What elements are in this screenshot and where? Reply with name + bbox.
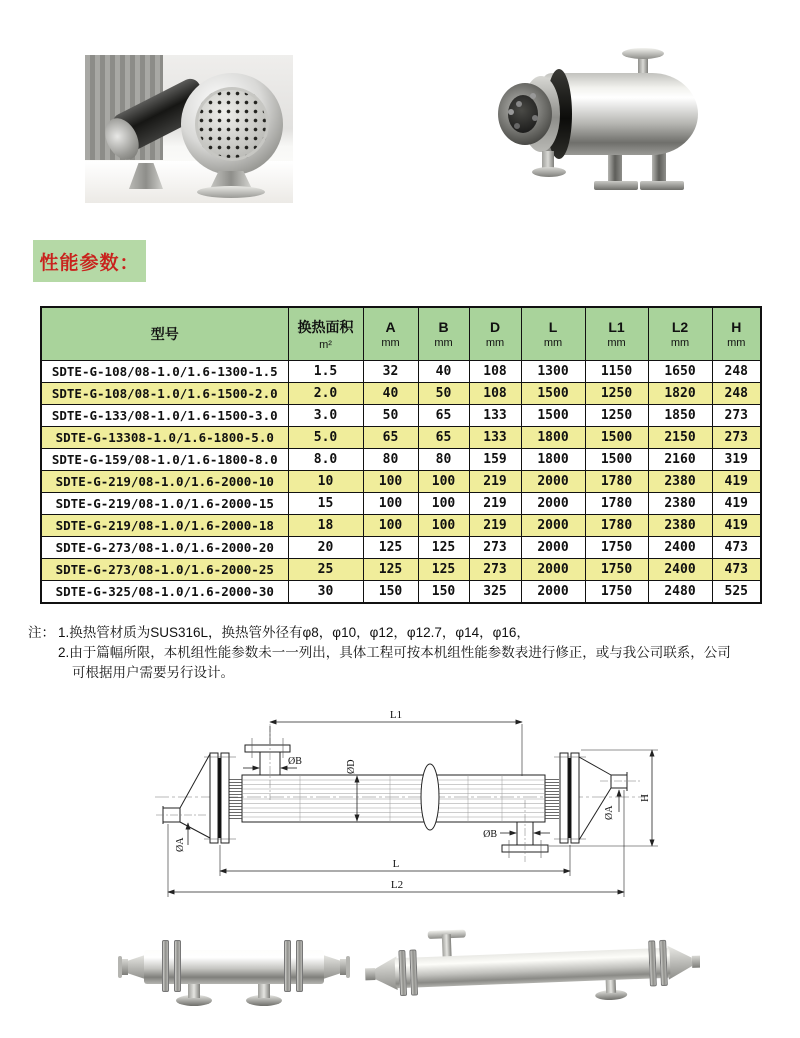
value-cell: 2160: [648, 449, 712, 471]
tube-lines: [243, 775, 544, 822]
model-cell: SDTE-G-13308-1.0/1.6-1800-5.0: [41, 427, 288, 449]
column-header: 型号: [41, 307, 288, 361]
model-cell: SDTE-G-273/08-1.0/1.6-2000-25: [41, 559, 288, 581]
value-cell: 1250: [585, 405, 648, 427]
value-cell: 5.0: [288, 427, 363, 449]
value-cell: 133: [469, 405, 521, 427]
value-cell: 108: [469, 383, 521, 405]
bottom-nozzle-stem: [258, 982, 270, 998]
table-row: [41, 493, 761, 515]
flange-ring: [162, 940, 169, 992]
value-cell: 100: [363, 515, 418, 537]
value-cell: 10: [288, 471, 363, 493]
section-title: 性能参数：: [33, 240, 146, 282]
value-cell: 219: [469, 515, 521, 537]
value-cell: 40: [418, 361, 469, 383]
table-row: [41, 471, 761, 493]
dim-label-phi-a-left: ØA: [175, 837, 186, 852]
value-cell: 125: [418, 559, 469, 581]
value-cell: 419: [712, 515, 761, 537]
channel-head-center: [508, 95, 538, 133]
value-cell: 2380: [648, 471, 712, 493]
column-header: L2 mm: [648, 307, 712, 361]
leg-base-plate: [640, 181, 684, 190]
table-row: [41, 581, 761, 604]
value-cell: 15: [288, 493, 363, 515]
value-cell: 2000: [521, 471, 585, 493]
value-cell: 100: [418, 471, 469, 493]
table-row: [41, 515, 761, 537]
model-cell: SDTE-G-219/08-1.0/1.6-2000-18: [41, 515, 288, 537]
dim-label-phi-b-bottom: ØB: [483, 829, 497, 840]
value-cell: 1500: [585, 427, 648, 449]
value-cell: 2000: [521, 537, 585, 559]
value-cell: 125: [418, 537, 469, 559]
value-cell: 100: [363, 471, 418, 493]
notes-block: [28, 623, 780, 683]
value-cell: 1850: [648, 405, 712, 427]
model-cell: SDTE-G-108/08-1.0/1.6-1300-1.5: [41, 361, 288, 383]
value-cell: 1.5: [288, 361, 363, 383]
value-cell: 20: [288, 537, 363, 559]
model-cell: SDTE-G-108/08-1.0/1.6-1500-2.0: [41, 383, 288, 405]
value-cell: 1750: [585, 537, 648, 559]
column-header: D mm: [469, 307, 521, 361]
side-pipe-left: [365, 968, 375, 980]
column-header: L1 mm: [585, 307, 648, 361]
bottom-nozzle-stem: [188, 982, 200, 998]
table-row: [41, 537, 761, 559]
column-header: L mm: [521, 307, 585, 361]
value-cell: 1780: [585, 515, 648, 537]
value-cell: 2480: [648, 581, 712, 604]
value-cell: 273: [469, 537, 521, 559]
flange-ring: [409, 949, 418, 995]
value-cell: 2400: [648, 537, 712, 559]
value-cell: 2.0: [288, 383, 363, 405]
value-cell: 133: [469, 427, 521, 449]
value-cell: 2000: [521, 559, 585, 581]
product-photo-tube-bundle: [85, 55, 293, 203]
dim-label-phi-a-right: ØA: [604, 805, 615, 820]
value-cell: 1800: [521, 449, 585, 471]
value-cell: 159: [469, 449, 521, 471]
flange-ring: [284, 940, 291, 992]
value-cell: 125: [363, 559, 418, 581]
model-cell: SDTE-G-159/08-1.0/1.6-1800-8.0: [41, 449, 288, 471]
value-cell: 419: [712, 493, 761, 515]
column-header: B mm: [418, 307, 469, 361]
value-cell: 2380: [648, 515, 712, 537]
value-cell: 1750: [585, 581, 648, 604]
bottom-nozzle: [502, 800, 548, 862]
product-photo-bottom-left: [118, 932, 350, 1007]
value-cell: 248: [712, 383, 761, 405]
dim-label-h: H: [639, 794, 651, 802]
front-nozzle-flange: [532, 167, 566, 177]
model-cell: SDTE-G-219/08-1.0/1.6-2000-15: [41, 493, 288, 515]
notes-prefix: 注：: [28, 625, 55, 640]
model-cell: SDTE-G-325/08-1.0/1.6-2000-30: [41, 581, 288, 604]
value-cell: 100: [418, 515, 469, 537]
value-cell: 65: [418, 405, 469, 427]
top-nozzle-flange: [622, 48, 664, 59]
tube-sheet-flange: [181, 73, 283, 175]
value-cell: 219: [469, 471, 521, 493]
note-line-3: 可根据用户需要另行设计。: [72, 665, 234, 680]
note-line-2: 2.由于篇幅所限，本机组性能参数未一一列出，具体工程可按本机组性能参数表进行修正，或与我公司联系，公司: [58, 645, 731, 660]
flange-ring: [174, 940, 181, 992]
heat-exchanger-drawing: [150, 700, 670, 910]
table-row: [41, 559, 761, 581]
value-cell: 80: [418, 449, 469, 471]
value-cell: 1500: [585, 449, 648, 471]
value-cell: 1250: [585, 383, 648, 405]
shell-outline: [242, 775, 545, 822]
tube-bundle-left: [229, 778, 242, 819]
product-photo-bottom-right: [365, 925, 700, 1005]
model-cell: SDTE-G-219/08-1.0/1.6-2000-10: [41, 471, 288, 493]
value-cell: 319: [712, 449, 761, 471]
dim-label-phi-b-top: ØB: [288, 756, 302, 767]
table-row: [41, 449, 761, 471]
value-cell: 1500: [521, 405, 585, 427]
value-cell: 473: [712, 559, 761, 581]
value-cell: 325: [469, 581, 521, 604]
leg-base-plate: [594, 181, 638, 190]
head-bolts: [516, 101, 522, 107]
shell-body: [395, 948, 671, 989]
value-cell: 419: [712, 471, 761, 493]
right-side-nozzle: [579, 757, 640, 840]
tube-sheet-holes: [195, 87, 269, 161]
value-cell: 1300: [521, 361, 585, 383]
value-cell: 273: [712, 427, 761, 449]
value-cell: 2380: [648, 493, 712, 515]
value-cell: 1650: [648, 361, 712, 383]
end-cone-right: [667, 945, 692, 980]
value-cell: 3.0: [288, 405, 363, 427]
column-header: A mm: [363, 307, 418, 361]
table-row: [41, 361, 761, 383]
value-cell: 273: [469, 559, 521, 581]
value-cell: 50: [418, 383, 469, 405]
dim-label-l2: L2: [390, 879, 404, 891]
value-cell: 100: [363, 493, 418, 515]
value-cell: 8.0: [288, 449, 363, 471]
note-line-1: 1.换热管材质为SUS316L，换热管外径有φ8，φ10，φ12，φ12.7，φ14，φ16，: [58, 625, 530, 640]
product-photo-exchanger-legs: [490, 43, 704, 201]
value-cell: 2000: [521, 493, 585, 515]
tilted-vessel: [365, 925, 700, 1005]
value-cell: 150: [418, 581, 469, 604]
performance-spec-table: [40, 306, 762, 604]
value-cell: 65: [363, 427, 418, 449]
value-cell: 40: [363, 383, 418, 405]
dimension-drawing: [150, 700, 670, 910]
top-nozzle-stem: [442, 934, 452, 958]
table-row: [41, 405, 761, 427]
flange-ring: [398, 950, 407, 996]
dim-label-phi-d: ØD: [346, 759, 357, 774]
value-cell: 273: [712, 405, 761, 427]
value-cell: 1780: [585, 471, 648, 493]
value-cell: 219: [469, 493, 521, 515]
value-cell: 2400: [648, 559, 712, 581]
value-cell: 1500: [521, 383, 585, 405]
value-cell: 25: [288, 559, 363, 581]
left-side-nozzle: [156, 754, 210, 838]
value-cell: 30: [288, 581, 363, 604]
expansion-joint: [421, 764, 439, 830]
flange-ring: [648, 940, 657, 986]
value-cell: 473: [712, 537, 761, 559]
value-cell: 50: [363, 405, 418, 427]
front-stand-base: [197, 186, 265, 198]
value-cell: 1780: [585, 493, 648, 515]
value-cell: 1820: [648, 383, 712, 405]
flange-ring: [296, 940, 303, 992]
value-cell: 108: [469, 361, 521, 383]
tube-bundle-right: [545, 778, 559, 819]
value-cell: 150: [363, 581, 418, 604]
value-cell: 1150: [585, 361, 648, 383]
value-cell: 2000: [521, 581, 585, 604]
value-cell: 18: [288, 515, 363, 537]
photo-floor: [85, 161, 293, 203]
top-nozzle: [245, 724, 290, 800]
value-cell: 100: [418, 493, 469, 515]
value-cell: 80: [363, 449, 418, 471]
spec-table-body: [41, 361, 761, 604]
table-row: [41, 383, 761, 405]
spec-table-header-row: [41, 307, 761, 361]
pipe-cap-left: [118, 956, 122, 978]
value-cell: 1750: [585, 559, 648, 581]
dim-label-l1: L1: [389, 709, 403, 721]
value-cell: 2000: [521, 515, 585, 537]
value-cell: 2150: [648, 427, 712, 449]
table-row: [41, 427, 761, 449]
dim-label-l: L: [392, 858, 400, 870]
column-header: 换热面积 m²: [288, 307, 363, 361]
value-cell: 65: [418, 427, 469, 449]
value-cell: 125: [363, 537, 418, 559]
pipe-cap-right: [346, 956, 350, 978]
column-header: H mm: [712, 307, 761, 361]
model-cell: SDTE-G-273/08-1.0/1.6-2000-20: [41, 537, 288, 559]
value-cell: 32: [363, 361, 418, 383]
value-cell: 248: [712, 361, 761, 383]
model-cell: SDTE-G-133/08-1.0/1.6-1500-3.0: [41, 405, 288, 427]
value-cell: 1800: [521, 427, 585, 449]
flange-ring: [659, 940, 668, 986]
side-pipe-right: [692, 955, 700, 967]
value-cell: 525: [712, 581, 761, 604]
